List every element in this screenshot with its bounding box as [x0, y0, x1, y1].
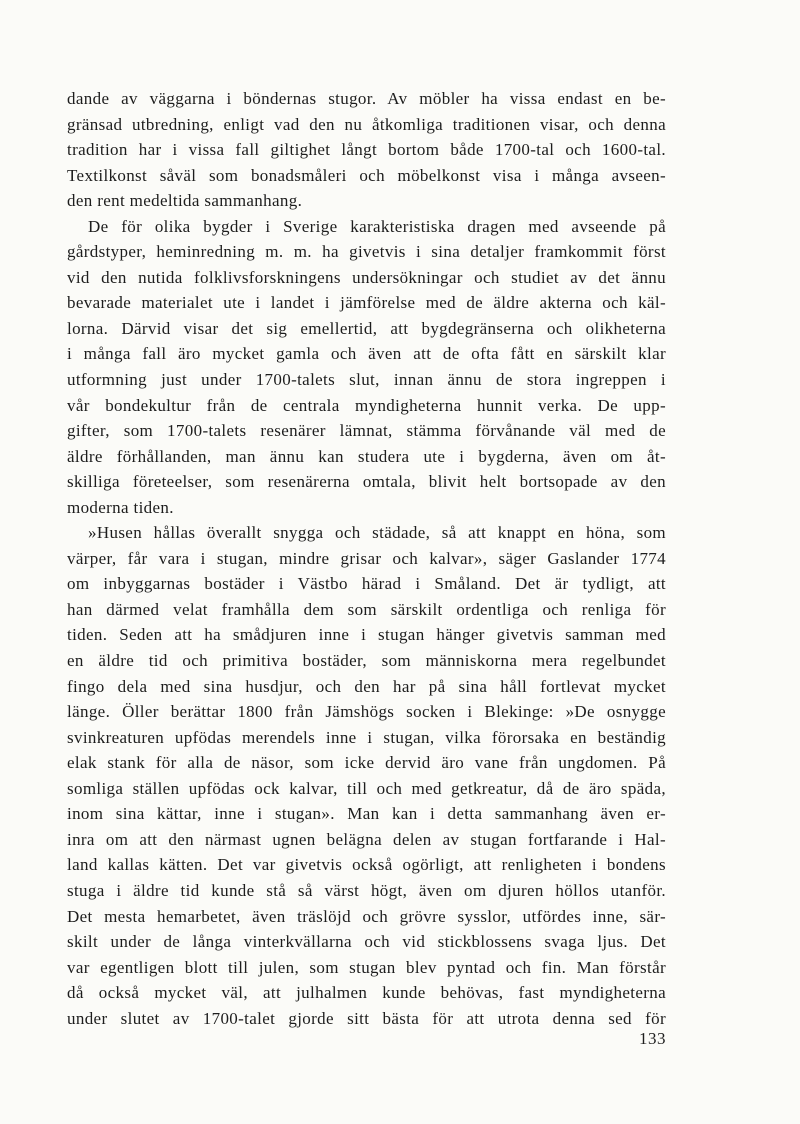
text-line: om inbyggarnas bostäder i Västbo härad i Småland. Det är tydligt, att: [67, 574, 666, 594]
body-text: [67, 86, 666, 1031]
text-line: utformning just under 1700-talets slut, innan ännu de stora ingreppen i: [67, 370, 666, 390]
text-line: land kallas kätten. Det var givetvis också ogörligt, att renligheten i bondens: [67, 855, 666, 875]
page-number: 133: [639, 1029, 666, 1048]
text-line: vår bondekultur från de centrala myndigheterna hunnit verka. De upp-: [67, 395, 666, 415]
text-line: fingo dela med sina husdjur, och den har på sina håll fortlevat mycket: [67, 676, 666, 696]
text-line: »Husen hållas överallt snygga och städade, så att knappt en höna, som: [88, 523, 666, 543]
text-line: värper, får vara i stugan, mindre grisar och kalvar», säger Gaslander 1774: [67, 548, 666, 568]
text-line: De för olika bygder i Sverige karakteristiska dragen med avseende på: [88, 216, 666, 236]
text-line: stuga i äldre tid kunde stå så värst högt, även om djuren höllos utanför.: [67, 880, 666, 900]
text-line: tradition har i vissa fall giltighet långt bortom både 1700-tal och 1600-tal.: [67, 140, 666, 160]
text-line: Det mesta hemarbetet, även träslöjd och grövre sysslor, utfördes inne, sär-: [67, 906, 666, 926]
text-line: lorna. Därvid visar det sig emellertid, att bygdegränserna och olikheterna: [67, 318, 666, 338]
text-line: inra om att den närmast ugnen belägna delen av stugan fortfarande i Hal-: [67, 829, 666, 849]
text-line: moderna tiden.: [67, 497, 174, 517]
text-line: gränsad utbredning, enligt vad den nu åtkomliga traditionen visar, och denna: [67, 114, 666, 134]
text-line: dande av väggarna i böndernas stugor. Av möbler ha vissa endast en be-: [67, 89, 666, 108]
text-line: Textilkonst såväl som bonadsmåleri och möbelkonst visa i många avseen-: [67, 165, 666, 185]
text-line: inom sina kättar, inne i stugan». Man kan i detta sammanhang även er-: [67, 804, 666, 824]
text-line: länge. Öller berättar 1800 från Jämshögs socken i Blekinge: »De osnygge: [67, 702, 666, 722]
text-line: tiden. Seden att ha smådjuren inne i stugan hänger givetvis samman med: [67, 625, 666, 645]
text-line: skilt under de långa vinterkvällarna och vid stickblossens svaga ljus. Det: [67, 932, 666, 952]
text-line: under slutet av 1700-talet gjorde sitt bästa för att utrota denna sed för: [67, 1008, 666, 1028]
text-line: somliga ställen upfödas ock kalvar, till och med getkreatur, då de äro späda,: [67, 778, 666, 798]
text-line: äldre förhållanden, man ännu kan studera ute i bygderna, även om åt-: [67, 446, 666, 466]
text-line: var egentligen blott till julen, som stugan blev pyntad och fin. Man förstår: [67, 957, 666, 977]
text-line: i många fall äro mycket gamla och även att de ofta fått en särskilt klar: [67, 344, 666, 364]
text-line: då också mycket väl, att julhalmen kunde behövas, fast myndigheterna: [67, 983, 666, 1003]
text-line: skilliga företeelser, som resenärerna omtala, blivit helt bortsopade av den: [67, 472, 666, 492]
text-line: elak stank för alla de näsor, som icke dervid äro vane från ungdomen. På: [67, 753, 666, 773]
text-line: gårdstyper, heminredning m. m. ha givetvis i sina detaljer framkommit först: [67, 242, 666, 262]
text-line: bevarade materialet ute i landet i jämförelse med de äldre akterna och käl-: [67, 293, 666, 313]
text-line: gifter, som 1700-talets resenärer lämnat, stämma förvånande väl med de: [67, 421, 666, 441]
text-line: vid den nutida folklivsforskningens undersökningar och studiet av det ännu: [67, 267, 666, 287]
text-line: den rent medeltida sammanhang.: [67, 191, 303, 211]
text-line: en äldre tid och primitiva bostäder, som människorna mera regelbundet: [67, 651, 666, 671]
text-line: svinkreaturen upfödas merendels inne i stugan, vilka förorsaka en beständig: [67, 727, 666, 747]
text-line: han därmed velat framhålla dem som särskilt ordentliga och renliga för: [67, 599, 666, 619]
